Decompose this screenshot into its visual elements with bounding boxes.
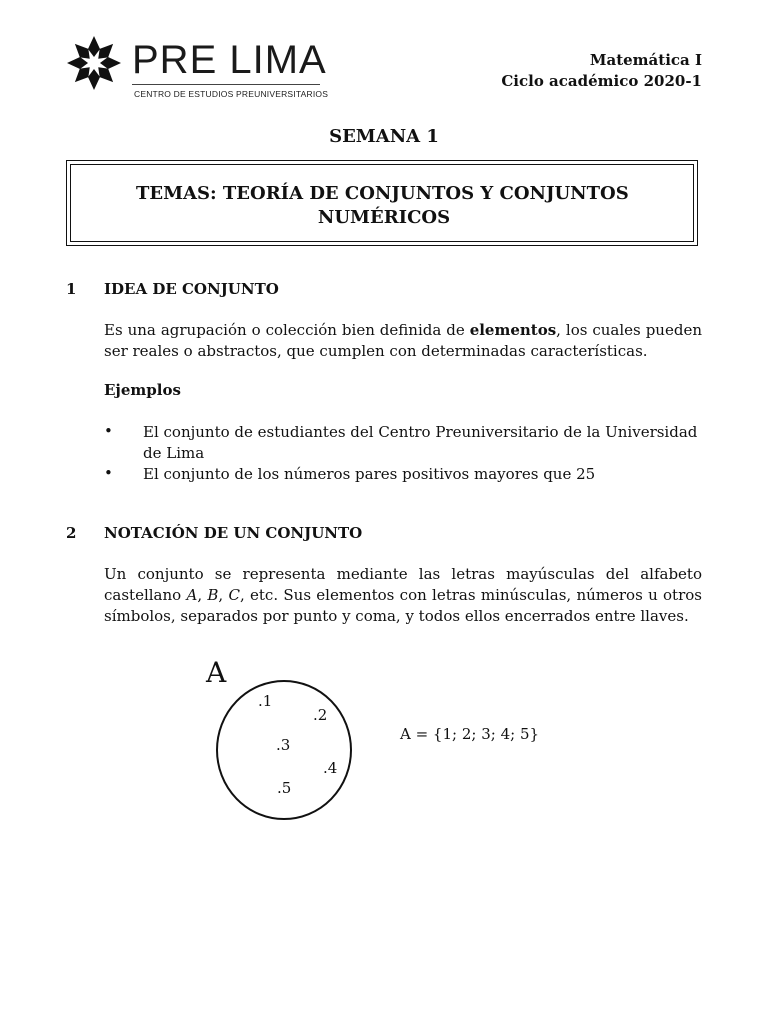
para-text-start: Es una agrupación o colección bien definida de xyxy=(104,321,470,339)
set-element: .4 xyxy=(323,759,338,777)
brand-subtitle: CENTRO DE ESTUDIOS PREUNIVERSITARIOS xyxy=(134,89,329,99)
set-element: .1 xyxy=(258,692,273,710)
bullet-1-glyph: • xyxy=(104,422,113,440)
topics-line-2: NUMÉRICOS xyxy=(317,207,451,228)
section-1-paragraph xyxy=(104,320,702,362)
para-separator: , xyxy=(218,586,229,604)
set-letter-a: A xyxy=(186,586,198,604)
para-text-end: , etc. Sus elementos con letras minúsculas, números u otros símbolos, separados por punto y coma, y todos ellos encerrados entre llaves. xyxy=(104,586,702,625)
example-item-2: El conjunto de los números pares positivos mayores que 25 xyxy=(143,465,596,483)
para-bold-term: elementos xyxy=(469,321,557,339)
para-text-end: , los cuales pueden ser reales o abstractos, que cumplen con determinadas características. xyxy=(104,321,702,360)
section-1-title: IDEA DE CONJUNTO xyxy=(104,280,279,298)
section-2-number: 2 xyxy=(66,524,77,542)
para-text: Un conjunto se representa mediante las letras mayúsculas del alfabeto castellano xyxy=(104,565,702,604)
header-course-info xyxy=(501,50,702,92)
set-element: .5 xyxy=(277,779,292,797)
example-item-1: El conjunto de estudiantes del Centro Preuniversitario de la Universidad de Lima xyxy=(143,423,698,462)
set-element: .3 xyxy=(276,736,291,754)
section-2-paragraph xyxy=(104,564,702,627)
set-letter-b: B xyxy=(207,586,219,604)
topics-line-1: TEMAS: TEORÍA DE CONJUNTOS Y CONJUNTOS xyxy=(136,183,629,204)
set-letter-c: C xyxy=(228,586,240,604)
bullet-2-glyph: • xyxy=(104,464,113,482)
week-title: SEMANA 1 xyxy=(329,126,439,147)
set-label: A xyxy=(206,656,227,689)
brand-name: PRE LIMA xyxy=(132,38,327,82)
course-name: Matemática I xyxy=(589,51,702,69)
para-separator: , xyxy=(197,586,208,604)
section-1-number: 1 xyxy=(66,280,77,298)
set-notation-formula: A = {1; 2; 3; 4; 5} xyxy=(400,725,540,743)
section-2-title: NOTACIÓN DE UN CONJUNTO xyxy=(104,524,363,542)
examples-heading: Ejemplos xyxy=(104,381,181,399)
academic-cycle: Ciclo académico 2020-1 xyxy=(501,72,702,90)
brand-divider xyxy=(132,84,320,85)
prelima-logo-icon xyxy=(62,34,126,92)
set-element: .2 xyxy=(313,706,328,724)
